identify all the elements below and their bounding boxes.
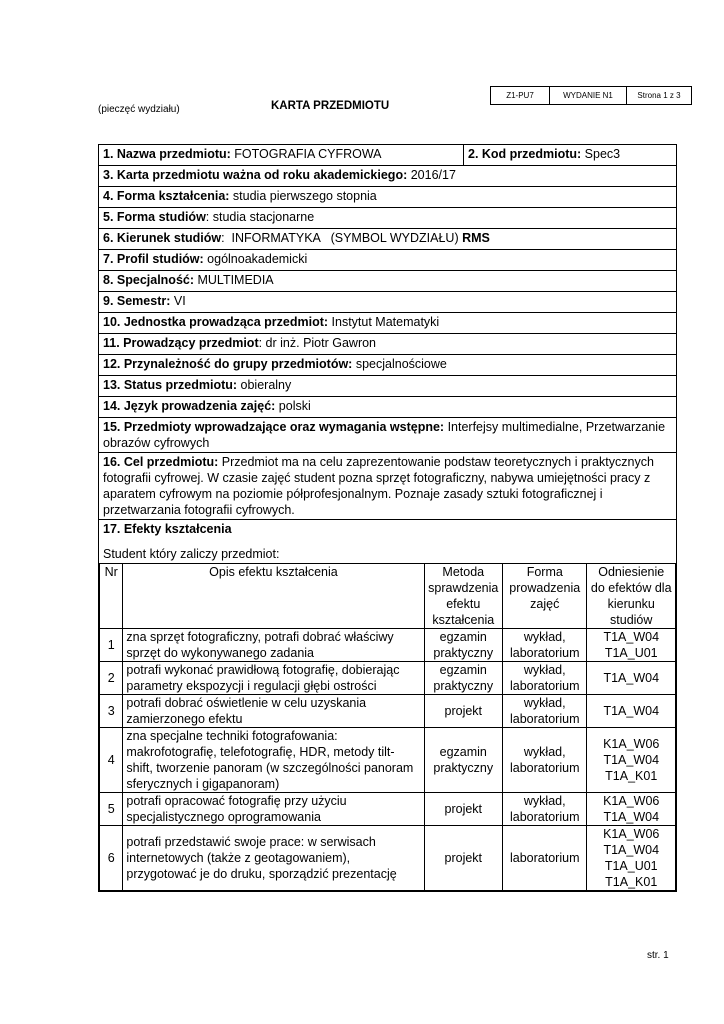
field-13: 13. Status przedmiotu: obieralny	[99, 376, 677, 397]
effect-method: projekt	[424, 826, 503, 891]
effects-header-form: Forma prowadzenia zajęć	[503, 564, 587, 629]
field-8: 8. Specjalność: MULTIMEDIA	[99, 271, 677, 292]
table-row	[100, 728, 676, 793]
page-counter: Strona 1 z 3	[627, 87, 692, 105]
effect-form: wykład, laboratorium	[503, 629, 587, 662]
table-row	[100, 793, 676, 826]
table-row	[100, 629, 676, 662]
effect-method: projekt	[424, 695, 503, 728]
field-5: 5. Forma studiów: studia stacjonarne	[99, 208, 677, 229]
effect-nr: 6	[100, 826, 123, 891]
effects-intro: Student który zaliczy przedmiot:	[103, 547, 280, 561]
effect-ref: K1A_W06 T1A_W04	[587, 793, 676, 826]
field-10: 10. Jednostka prowadząca przedmiot: Instytut Matematyki	[99, 313, 677, 334]
table-row	[100, 826, 676, 891]
effects-table	[99, 563, 676, 891]
page-title: KARTA PRZEDMIOTU	[271, 100, 390, 112]
field-16: 16. Cel przedmiotu: Przedmiot ma na celu zaprezentowanie podstaw teoretycznych i praktycznych fotografii cyfrowej. W czasie zajęć student pozna sprzęt fotograficzny, nabywa umiejętności pracy z aparatem cyfrowym na poziomie półprofesjonalnym. Poznaje zasady sztuki fotograficznej i przetwarzania fotografii cyfrowych.	[99, 453, 677, 520]
effect-method: projekt	[424, 793, 503, 826]
field-15: 15. Przedmioty wprowadzające oraz wymagania wstępne: Interfejsy multimedialne, Przetwarzanie obrazów cyfrowych	[99, 418, 677, 453]
field-4: 4. Forma kształcenia: studia pierwszego stopnia	[99, 187, 677, 208]
effects-header-nr: Nr	[100, 564, 123, 629]
effect-form: wykład, laboratorium	[503, 793, 587, 826]
effect-nr: 5	[100, 793, 123, 826]
effects-header-ref: Odniesienie do efektów dla kierunku studiów	[587, 564, 676, 629]
field-14: 14. Język prowadzenia zajęć: polski	[99, 397, 677, 418]
edition: WYDANIE N1	[550, 87, 627, 105]
effect-ref: K1A_W06 T1A_W04 T1A_K01	[587, 728, 676, 793]
effect-desc: potrafi dobrać oświetlenie w celu uzyskania zamierzonego efektu	[123, 695, 424, 728]
document-header-table	[490, 86, 692, 105]
subject-card	[98, 144, 677, 892]
effect-ref: T1A_W04 T1A_U01	[587, 629, 676, 662]
effects-heading: 17. Efekty kształcenia	[103, 522, 232, 536]
field-17	[99, 520, 677, 892]
effect-form: laboratorium	[503, 826, 587, 891]
field-6: 6. Kierunek studiów: INFORMATYKA (SYMBOL WYDZIAŁU) RMS	[99, 229, 677, 250]
field-2: 2. Kod przedmiotu: Spec3	[464, 145, 677, 166]
field-7: 7. Profil studiów: ogólnoakademicki	[99, 250, 677, 271]
effect-ref: T1A_W04	[587, 662, 676, 695]
effect-nr: 1	[100, 629, 123, 662]
field-1: 1. Nazwa przedmiotu: FOTOGRAFIA CYFROWA	[99, 145, 464, 166]
effects-header-desc: Opis efektu kształcenia	[123, 564, 424, 629]
effect-desc: potrafi przedstawić swoje prace: w serwisach internetowych (także z geotagowaniem), przygotować je do druku, sporządzić prezentację	[123, 826, 424, 891]
effect-desc: potrafi wykonać prawidłową fotografię, dobierając parametry ekspozycji i regulacji głębi ostrości	[123, 662, 424, 695]
effect-desc: zna specjalne techniki fotografowania: makrofotografię, telefotografię, HDR, metody tilt-shift, tworzenie panoram (w szczególności panoram sferycznych i gigapanoram)	[123, 728, 424, 793]
effect-method: egzamin praktyczny	[424, 662, 503, 695]
field-12: 12. Przynależność do grupy przedmiotów: specjalnościowe	[99, 355, 677, 376]
effect-form: wykład, laboratorium	[503, 662, 587, 695]
effect-desc: potrafi opracować fotografię przy użyciu specjalistycznego oprogramowania	[123, 793, 424, 826]
field-11: 11. Prowadzący przedmiot: dr inż. Piotr Gawron	[99, 334, 677, 355]
table-row	[100, 662, 676, 695]
field-9: 9. Semestr: VI	[99, 292, 677, 313]
effect-method: egzamin praktyczny	[424, 728, 503, 793]
field-3: 3. Karta przedmiotu ważna od roku akademickiego: 2016/17	[99, 166, 677, 187]
effect-nr: 2	[100, 662, 123, 695]
effect-nr: 4	[100, 728, 123, 793]
effects-header-method: Metoda sprawdzenia efektu kształcenia	[424, 564, 503, 629]
effect-nr: 3	[100, 695, 123, 728]
effect-ref: T1A_W04	[587, 695, 676, 728]
table-row	[100, 695, 676, 728]
effect-form: wykład, laboratorium	[503, 695, 587, 728]
page-number: str. 1	[647, 950, 669, 961]
effect-desc: zna sprzęt fotograficzny, potrafi dobrać właściwy sprzęt do wykonywanego zadania	[123, 629, 424, 662]
effect-method: egzamin praktyczny	[424, 629, 503, 662]
seal-label: (pieczęć wydziału)	[98, 104, 180, 115]
doc-code: Z1-PU7	[491, 87, 550, 105]
effect-ref: K1A_W06 T1A_W04 T1A_U01 T1A_K01	[587, 826, 676, 891]
effect-form: wykład, laboratorium	[503, 728, 587, 793]
